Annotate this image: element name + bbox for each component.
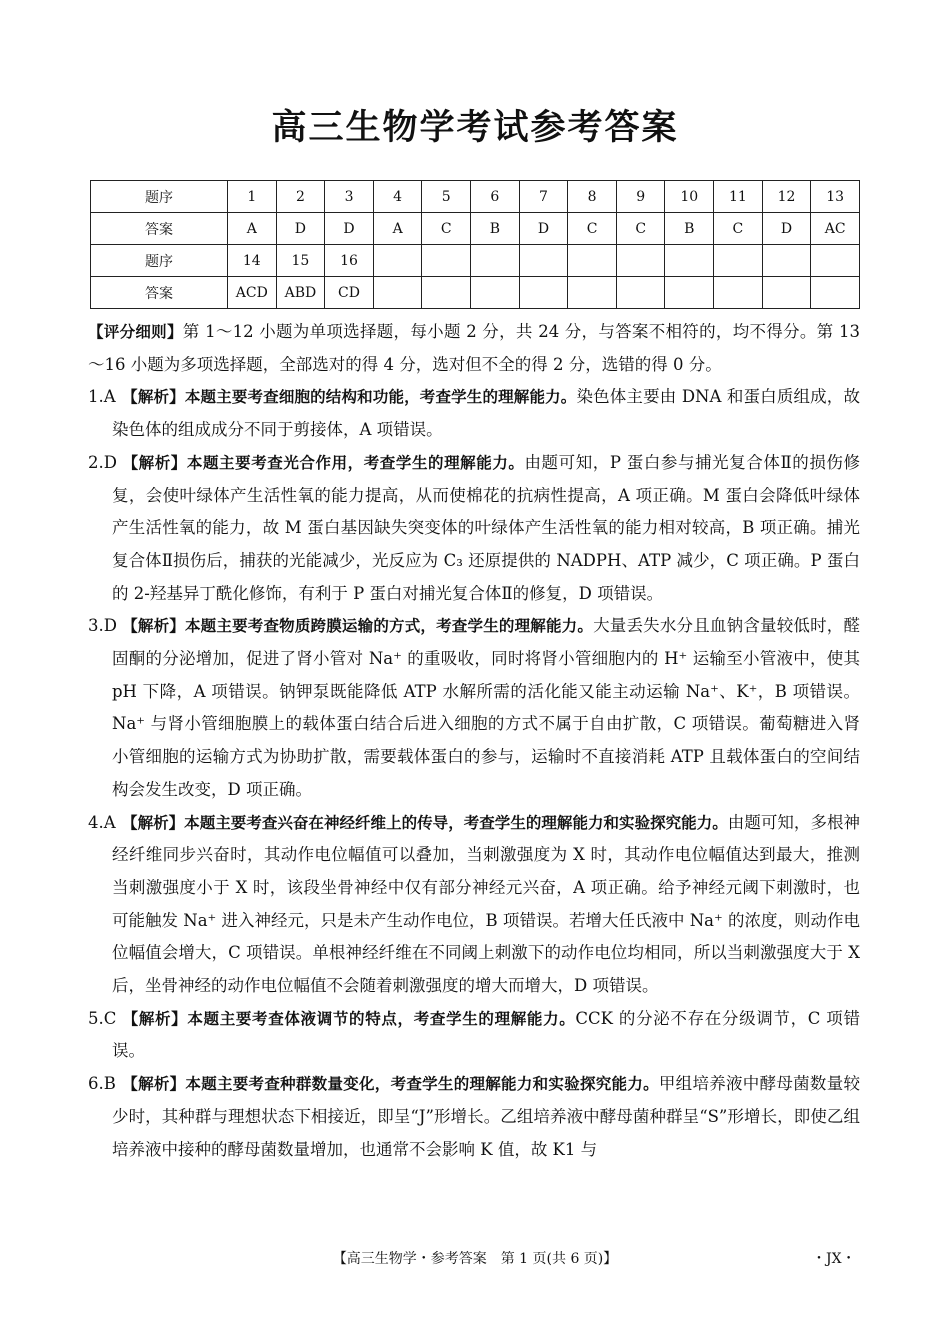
answer-label: 【解析】	[122, 813, 185, 832]
answer-highlight: 本题主要考查光合作用，考查学生的理解能力。	[186, 453, 525, 472]
table-cell	[714, 277, 763, 309]
answer-text: 由题可知，P 蛋白参与捕光复合体Ⅱ的损伤修复，会使叶绿体产生活性氧的能力提高，从而使棉花的抗病性提高，A 项正确。M 蛋白会降低叶绿体产生活性氧的能力，故 M 蛋白基因缺失突变体的叶绿体产生活性氧的能力相对较高，B 项正确。捕光复合体Ⅱ损伤后，捕获的光能减少，光反应为 C₃ 还原提供的 NADPH、ATP 减少，C 项正确。P 蛋白的 2-羟基异丁酰化修饰，有利于 P 蛋白对捕光复合体Ⅱ的修复，D 项错误。	[112, 452, 860, 603]
answer-item	[88, 447, 860, 611]
answer-highlight: 本题主要考查兴奋在神经纤维上的传导，考查学生的理解能力和实验探究能力。	[184, 813, 728, 832]
answer-label: 【解析】	[122, 1009, 188, 1028]
table-cell: C	[422, 213, 471, 245]
table-cell	[422, 245, 471, 277]
table-cell: D	[519, 213, 568, 245]
table-cell: C	[714, 213, 763, 245]
table-cell: A	[228, 213, 277, 245]
table-cell: 14	[228, 245, 277, 277]
table-cell: 2	[276, 181, 325, 213]
table-cell: AC	[811, 213, 860, 245]
table-cell: ABD	[276, 277, 325, 309]
table-cell	[568, 277, 617, 309]
table-cell	[616, 277, 665, 309]
table-cell: 4	[373, 181, 422, 213]
answer-item	[88, 610, 860, 806]
table-cell: 11	[714, 181, 763, 213]
answer-item	[88, 1068, 860, 1166]
table-cell: 15	[276, 245, 325, 277]
table-cell	[519, 277, 568, 309]
table-row	[91, 277, 860, 309]
table-cell: 13	[811, 181, 860, 213]
table-cell: B	[665, 213, 714, 245]
table-cell: 5	[422, 181, 471, 213]
answer-number: 4.A	[88, 812, 116, 832]
table-cell	[373, 277, 422, 309]
table-cell	[811, 277, 860, 309]
answer-number: 2.D	[88, 452, 117, 472]
table-cell	[616, 245, 665, 277]
table-cell: 3	[325, 181, 374, 213]
scoring-rules	[88, 316, 860, 381]
answer-highlight: 本题主要考查物质跨膜运输的方式，考查学生的理解能力。	[184, 617, 594, 636]
row-header: 答案	[91, 277, 228, 309]
table-cell: D	[276, 213, 325, 245]
answer-highlight: 本题主要考查种群数量变化，考查学生的理解能力和实验探究能力。	[185, 1075, 659, 1094]
footer-code: ・JX・	[812, 1251, 856, 1267]
answer-number: 5.C	[88, 1008, 117, 1028]
table-cell: B	[471, 213, 520, 245]
table-cell	[762, 277, 811, 309]
row-header: 答案	[91, 213, 228, 245]
table-cell: 16	[325, 245, 374, 277]
table-cell	[811, 245, 860, 277]
answer-label: 【解析】	[122, 1075, 186, 1094]
table-cell	[762, 245, 811, 277]
table-cell: CD	[325, 277, 374, 309]
table-cell: 1	[228, 181, 277, 213]
answer-item	[88, 1003, 860, 1068]
table-cell	[471, 245, 520, 277]
answer-text: 甲组培养液中酵母菌数量较少时，其种群与理想状态下相接近，即呈“J”形增长。乙组培养液中酵母菌种群呈“S”形增长，即使乙组培养液中接种的酵母菌数量增加，也通常不会影响 K 值，故 K1 与	[112, 1074, 860, 1159]
table-cell: D	[325, 213, 374, 245]
scoring-text: 第 1～12 小题为单项选择题，每小题 2 分，共 24 分，与答案不相符的，均不得分。第 13～16 小题为多项选择题，全部选对的得 4 分，选对但不全的得 2 分，选错的得 0 分。	[88, 322, 860, 374]
table-cell: C	[616, 213, 665, 245]
row-header: 题序	[91, 245, 228, 277]
table-cell: C	[568, 213, 617, 245]
table-cell: 8	[568, 181, 617, 213]
table-cell: D	[762, 213, 811, 245]
answer-item	[88, 807, 860, 1003]
table-cell: 6	[471, 181, 520, 213]
table-cell	[373, 245, 422, 277]
table-cell: 10	[665, 181, 714, 213]
table-cell: 7	[519, 181, 568, 213]
table-cell	[665, 277, 714, 309]
table-cell: A	[373, 213, 422, 245]
answer-text: CCK 的分泌不存在分级调节，C 项错误。	[112, 1008, 860, 1061]
answer-highlight: 本题主要考查细胞的结构和功能，考查学生的理解能力。	[184, 388, 577, 407]
table-cell: ACD	[228, 277, 277, 309]
table-cell	[471, 277, 520, 309]
row-header: 题序	[91, 181, 228, 213]
answer-number: 1.A	[88, 387, 116, 407]
answer-text: 染色体主要由 DNA 和蛋白质组成，故染色体的组成成分不同于剪接体，A 项错误。	[112, 387, 860, 440]
table-cell: 12	[762, 181, 811, 213]
answer-text: 由题可知，多根神经纤维同步兴奋时，其动作电位幅值可以叠加，当刺激强度为 X 时，其动作电位幅值达到最大，推测当刺激强度小于 X 时，该段坐骨神经中仅有部分神经元兴奋，A 项正确。给予神经元阈下刺激时，也可能触发 Na⁺ 进入神经元，只是未产生动作电位，B 项错误。若增大任氏液中 Na⁺ 的浓度，则动作电位幅值会增大，C 项错误。单根神经纤维在不同阈上刺激下的动作电位均相同，所以当刺激强度大于 X 后，坐骨神经的动作电位幅值不会随着刺激强度的增大而增大，D 项错误。	[112, 812, 860, 996]
table-cell	[422, 277, 471, 309]
table-row	[91, 213, 860, 245]
answer-item	[88, 381, 860, 446]
scoring-label: 【评分细则】	[88, 323, 183, 341]
answer-body	[88, 316, 860, 1166]
table-cell	[568, 245, 617, 277]
answer-number: 6.B	[88, 1074, 116, 1094]
table-cell	[714, 245, 763, 277]
table-row	[91, 245, 860, 277]
table-row	[91, 181, 860, 213]
table-cell	[519, 245, 568, 277]
page-footer: 【高三生物学・参考答案 第 1 页(共 6 页)】	[332, 1251, 618, 1267]
table-cell	[665, 245, 714, 277]
answer-label: 【解析】	[122, 388, 185, 407]
answer-highlight: 本题主要考查体液调节的特点，考查学生的理解能力。	[187, 1009, 576, 1028]
answer-text: 大量丢失水分且血钠含量较低时，醛固酮的分泌增加，促进了肾小管对 Na⁺ 的重吸收，同时将肾小管细胞内的 H⁺ 运输至小管液中，使其 pH 下降，A 项错误。钠钾泵既能降低 ATP 水解所需的活化能又能主动运输 Na⁺、K⁺，B 项错误。Na⁺ 与肾小管细胞膜上的载体蛋白结合后进入细胞的方式不属于自由扩散，C 项错误。葡萄糖进入肾小管细胞的运输方式为协助扩散，需要载体蛋白的参与，运输时不直接消耗 ATP 且载体蛋白的空间结构会发生改变，D 项正确。	[112, 616, 860, 799]
answer-label: 【解析】	[122, 453, 187, 472]
answer-table	[90, 180, 860, 309]
page-title: 高三生物学考试参考答案	[271, 108, 679, 148]
answer-label: 【解析】	[122, 617, 185, 636]
answer-number: 3.D	[88, 616, 117, 636]
table-cell: 9	[616, 181, 665, 213]
